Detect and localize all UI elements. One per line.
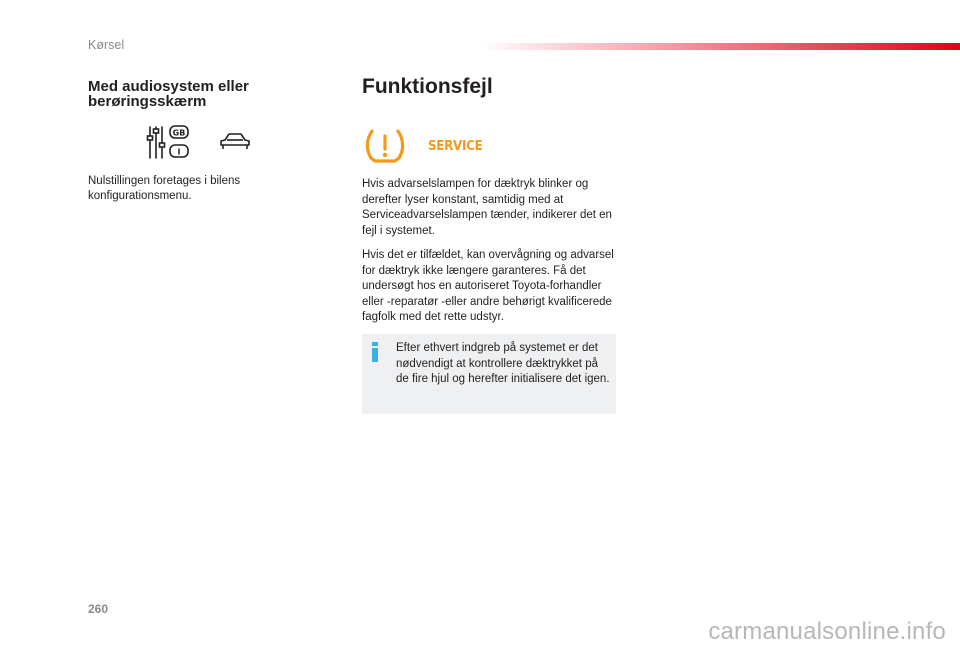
malfunction-paragraph-2: Hvis det er tilfældet, kan overvågning og advarsel for dæktryk ikke længere garanteres. Få det undersøgt hos en autoriseret Toyota-forhandler eller -reparatør -eller andre behørigt kvalificerede fagfolk med det rette udstyr. (362, 249, 614, 323)
info-note-text: Efter ethvert indgreb på systemet er det nødvendigt at kontrollere dæktrykket på de fire hjul og herefter initialisere det igen. (396, 342, 610, 385)
reset-instruction-text: Nulstillingen foretages i bilens konfigurationsmenu. (88, 175, 241, 202)
icon-label-i: I (177, 147, 181, 157)
header-accent-bar (480, 43, 960, 50)
info-note-box (362, 334, 616, 414)
right-column-heading: Funktionsfejl (362, 75, 493, 98)
watermark: carmanualsonline.info (708, 618, 946, 645)
service-warning-label: SERVICE (428, 138, 483, 154)
section-title: Kørsel (88, 38, 125, 52)
info-icon (368, 341, 382, 363)
settings-sliders-language-icon (146, 125, 192, 161)
page-number: 260 (88, 602, 109, 616)
left-column-heading: Med audiosystem eller berøringsskærm (88, 78, 249, 110)
left-column-body (88, 174, 308, 204)
car-icon (218, 131, 252, 153)
tire-pressure-warning-icon (364, 128, 406, 164)
icon-label-gb: GB (172, 128, 186, 138)
malfunction-paragraph-1: Hvis advarselslampen for dæktryk blinker og derefter lyser konstant, samtidig med at Serviceadvarselslampen tænder, indikerer det en fejl i systemet. (362, 178, 612, 237)
